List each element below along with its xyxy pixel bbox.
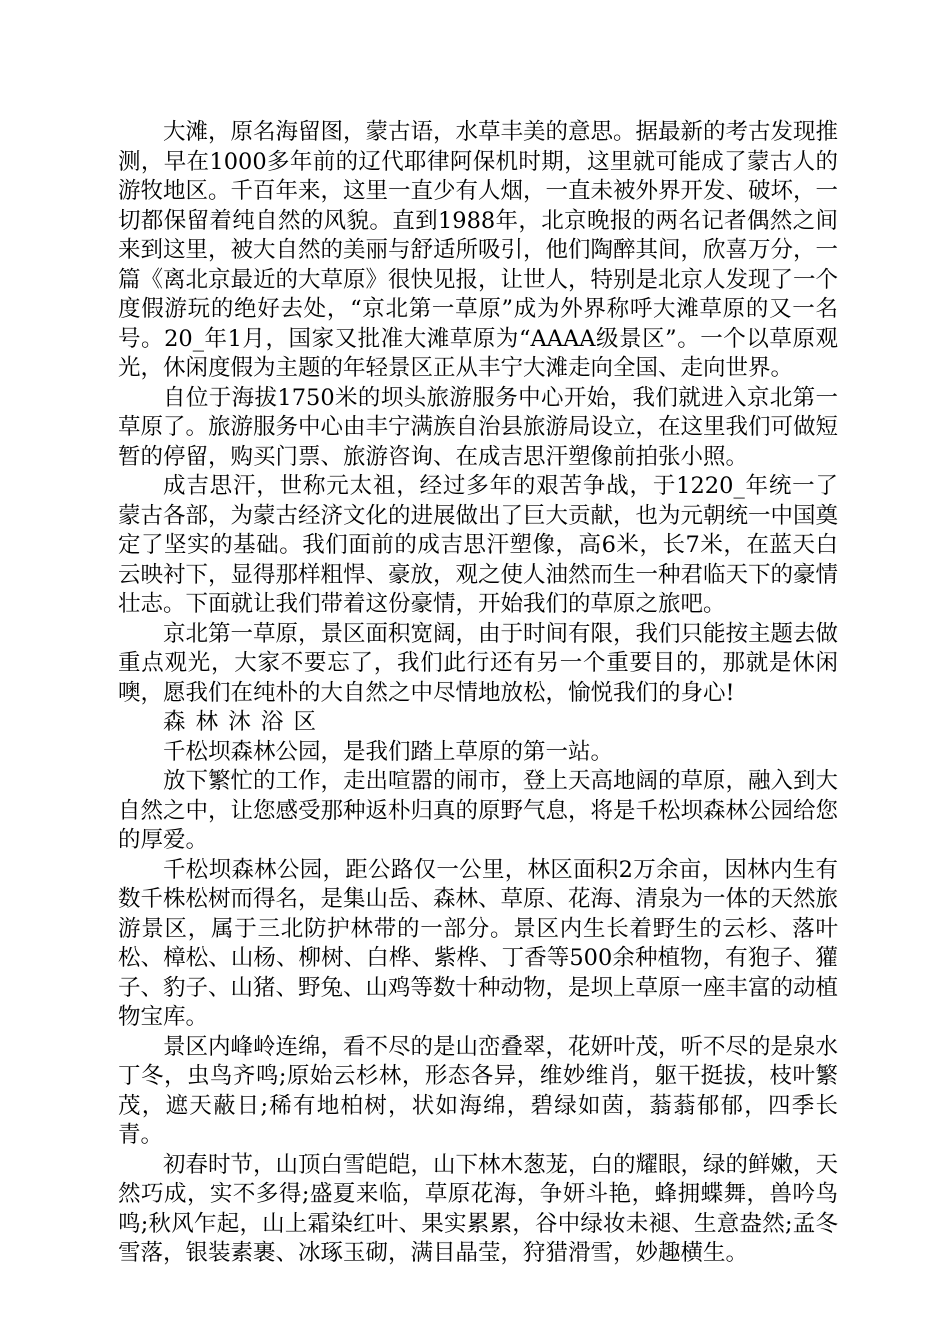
paragraph-forest-park: 千松坝森林公园，距公路仅一公里，林区面积2万余亩，因林内生有数千株松树而得名，是集山岳、森林、草原、花海、清泉为一体的天然旅游景区，属于三北防护林带的一部分。景区内生长着野生的云杉、落叶松、樟松、山杨、柳树、白桦、紫桦、丁香等500余种植物，有狍子、獾子、豹子、山猪、野兔、山鸡等数十种动物，是坝上草原一座丰富的动植物宝库。: [118, 856, 839, 1030]
paragraph-grassland-tour: 京北第一草原，景区面积宽阔，由于时间有限，我们只能按主题去做重点观光，大家不要忘了，我们此行还有另一个重要目的，那就是休闲噢，愿我们在纯朴的大自然之中尽情地放松，愉悦我们的身心!: [118, 620, 839, 706]
paragraph-genghis-khan: 成吉思汗，世称元太祖，经过多年的艰苦争战，于1220_年统一了蒙古各部，为蒙古经济文化的进展做出了巨大贡献，也为元朝统一中国奠定了坚实的基础。我们面前的成吉思汗塑像，高6米，长7米，在蓝天白云映衬下，显得那样粗悍、豪放，观之使人油然而生一种君临天下的豪情壮志。下面就让我们带着这份豪情，开始我们的草原之旅吧。: [118, 473, 839, 617]
document-page: [118, 118, 838, 1269]
paragraph-scenery: 景区内峰岭连绵，看不尽的是山峦叠翠，花妍叶茂，听不尽的是泉水丁冬，虫鸟齐鸣;原始云杉林，形态各异，维妙维肖，躯干挺拔，枝叶繁茂，遮天蔽日;稀有地柏树，状如海绵，碧绿如茵，蓊蓊郁郁，四季长青。: [118, 1033, 839, 1148]
paragraph-nature-escape: 放下繁忙的工作，走出喧嚣的闹市，登上天高地阔的草原，融入到大自然之中，让您感受那种返朴归真的原野气息，将是千松坝森林公园给您的厚爱。: [118, 768, 839, 853]
paragraph-first-stop: 千松坝森林公园，是我们踏上草原的第一站。: [163, 738, 614, 765]
paragraph-seasons: 初春时节，山顶白雪皑皑，山下林木葱茏，白的耀眼，绿的鲜嫩，天然巧成，实不多得;盛夏来临，草原花海，争妍斗艳，蜂拥蝶舞，兽吟鸟鸣;秋风乍起，山上霜染红叶、果实累累，谷中绿妆未褪、生意盎然;孟冬雪落，银装素裹、冰琢玉砌，满目晶莹，狩猎滑雪，妙趣横生。: [118, 1151, 839, 1266]
paragraph-intro-dachan: 大滩，原名海留图，蒙古语，水草丰美的意思。据最新的考古发现推测，早在1000多年前的辽代耶律阿保机时期，这里就可能成了蒙古人的游牧地区。千百年来，这里一直少有人烟，一直未被外界开发、破坏，一切都保留着纯自然的风貌。直到1988年，北京晚报的两名记者偶然之间来到这里，被大自然的美丽与舒适所吸引，他们陶醉其间，欣喜万分，一篇《离北京最近的大草原》很快见报，让世人，特别是北京人发现了一个度假游玩的绝好去处，“京北第一草原”成为外界称呼大滩草原的又一名号。20_年1月，国家又批准大滩草原为“AAAA级景区”。一个以草原观光，休闲度假为主题的年轻景区正从丰宁大滩走向全国、走向世界。: [118, 119, 839, 381]
paragraph-service-center: 自位于海拔1750米的坝头旅游服务中心开始，我们就进入京北第一草原了。旅游服务中心由丰宁满族自治县旅游局设立，在这里我们可做短暂的停留，购买门票、旅游咨询、在成吉思汗塑像前拍张小照。: [118, 384, 839, 470]
section-heading-forest: 森林沐浴区: [163, 709, 327, 735]
